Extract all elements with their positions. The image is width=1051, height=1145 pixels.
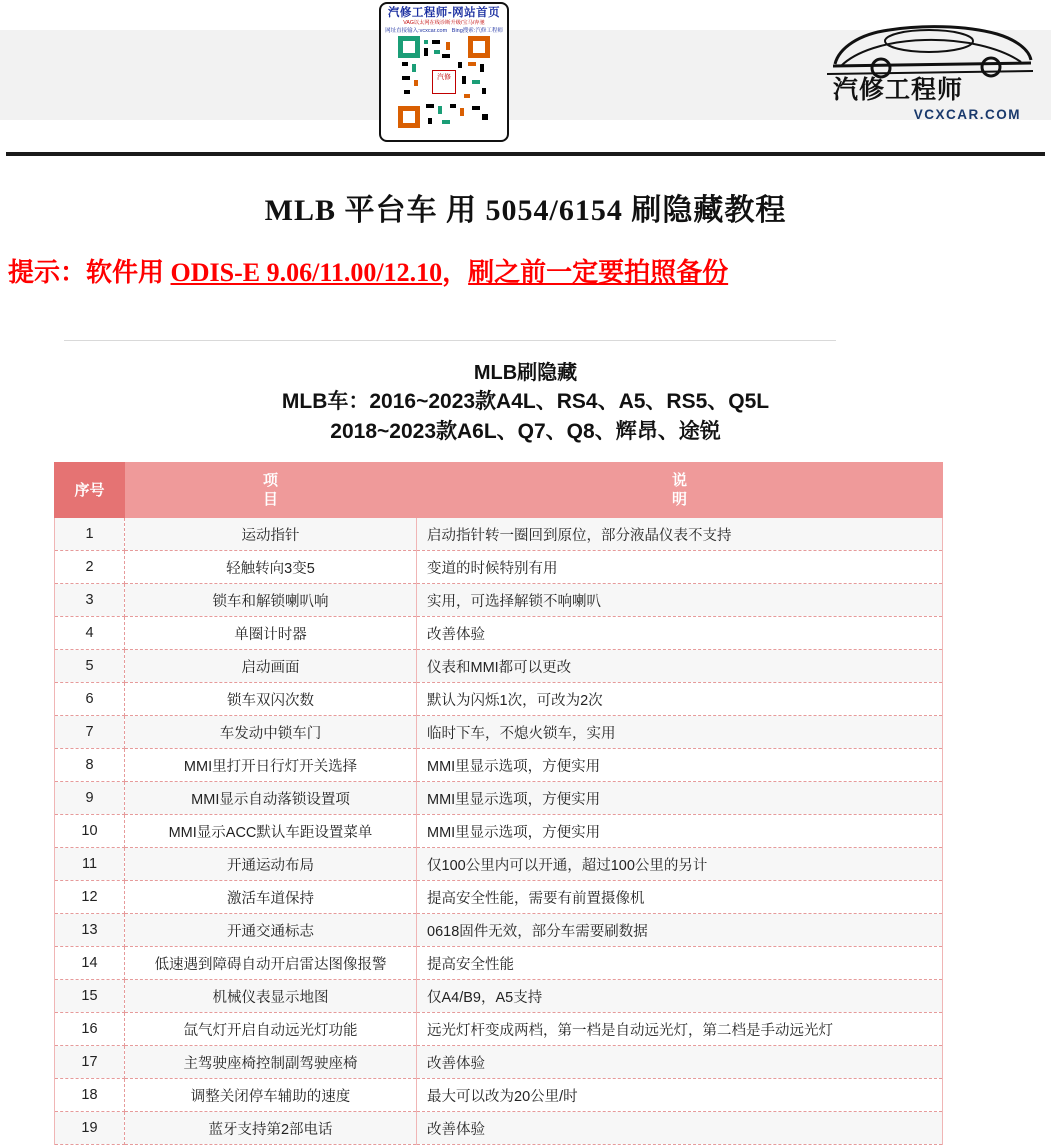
table-row	[55, 881, 943, 914]
cell-seq: 10	[55, 815, 125, 848]
tip-backup-warning: 刷之前一定要拍照备份	[468, 258, 729, 287]
table-row	[55, 716, 943, 749]
column-header-item-line1: 项	[262, 472, 278, 489]
cell-seq: 8	[55, 749, 125, 782]
cell-item: 启动画面	[125, 650, 417, 683]
cell-seq: 12	[55, 881, 125, 914]
cell-seq: 4	[55, 617, 125, 650]
header-divider	[6, 152, 1045, 156]
tip-prefix: 提示：软件用	[8, 258, 171, 287]
qr-finder-top-left	[398, 36, 420, 58]
cell-item: MMI显示自动落锁设置项	[125, 782, 417, 815]
qr-code-card	[379, 2, 509, 142]
column-header-desc-line2: 明	[671, 491, 687, 508]
cell-item: 激活车道保持	[125, 881, 417, 914]
qr-card-subtitle: VAG以太网在线诊断升级/宝马/奔驰	[403, 20, 485, 26]
brand-name: 汽修工程师	[833, 75, 964, 104]
cell-description: 启动指针转一圈回到原位，部分液晶仪表不支持	[417, 518, 943, 551]
cell-description: 仅100公里内可以开通，超过100公里的另计	[417, 848, 943, 881]
table-row	[55, 980, 943, 1013]
table-row	[55, 551, 943, 584]
section-heading-line1: MLB刷隐藏	[473, 362, 578, 384]
table-row	[55, 1112, 943, 1145]
cell-description: 0618固件无效，部分车需要刷数据	[417, 914, 943, 947]
cell-item: 开通运动布局	[125, 848, 417, 881]
cell-description: 远光灯杆变成两档，第一档是自动远光灯，第二档是手动远光灯	[417, 1013, 943, 1046]
tip-software-version: ODIS-E 9.06/11.00/12.10	[170, 258, 443, 287]
cell-seq: 2	[55, 551, 125, 584]
cell-description: 改善体验	[417, 1046, 943, 1079]
cell-item: 低速遇到障碍自动开启雷达图像报警	[125, 947, 417, 980]
table-row	[55, 683, 943, 716]
cell-description: 最大可以改为20公里/时	[417, 1079, 943, 1112]
cell-seq: 15	[55, 980, 125, 1013]
table-header-row	[55, 463, 943, 518]
cell-description: 提高安全性能，需要有前置摄像机	[417, 881, 943, 914]
cell-seq: 9	[55, 782, 125, 815]
cell-description: 仪表和MMI都可以更改	[417, 650, 943, 683]
cell-description: MMI里显示选项，方便实用	[417, 749, 943, 782]
cell-item: 主驾驶座椅控制副驾驶座椅	[125, 1046, 417, 1079]
cell-item: 调整关闭停车辅助的速度	[125, 1079, 417, 1112]
tip-comma: ，	[442, 258, 469, 287]
cell-item: 锁车和解锁喇叭响	[125, 584, 417, 617]
cell-item: 运动指针	[125, 518, 417, 551]
cell-description: MMI里显示选项，方便实用	[417, 815, 943, 848]
section-heading	[0, 360, 1051, 447]
table-row	[55, 947, 943, 980]
cell-seq: 3	[55, 584, 125, 617]
cell-description: 仅A4/B9，A5支持	[417, 980, 943, 1013]
table-row	[55, 914, 943, 947]
cell-item: MMI显示ACC默认车距设置菜单	[125, 815, 417, 848]
table-row	[55, 1079, 943, 1112]
cell-seq: 17	[55, 1046, 125, 1079]
qr-card-search-hint: Bing搜索:汽修工程师	[451, 28, 503, 34]
cell-item: MMI里打开日行灯开关选择	[125, 749, 417, 782]
column-header-item-line2: 目	[262, 491, 278, 508]
cell-seq: 16	[55, 1013, 125, 1046]
cell-description: 改善体验	[417, 1112, 943, 1145]
cell-item: 锁车双闪次数	[125, 683, 417, 716]
cell-description: 改善体验	[417, 617, 943, 650]
cell-item: 蓝牙支持第2部电话	[125, 1112, 417, 1145]
column-header-item	[125, 463, 417, 518]
section-heading-line2: MLB车：2016~2023款A4L、RS4、A5、RS5、Q5L	[281, 390, 770, 413]
cell-item: 机械仪表显示地图	[125, 980, 417, 1013]
cell-seq: 1	[55, 518, 125, 551]
cell-seq: 13	[55, 914, 125, 947]
cell-seq: 18	[55, 1079, 125, 1112]
table-row	[55, 518, 943, 551]
table-row	[55, 749, 943, 782]
cell-seq: 6	[55, 683, 125, 716]
brand-site: VCXCAR.COM	[913, 107, 1021, 122]
cell-seq: 19	[55, 1112, 125, 1145]
qr-card-title: 汽修工程师-网站首页	[387, 7, 501, 19]
table-row	[55, 815, 943, 848]
table-row	[55, 848, 943, 881]
qr-code-image	[398, 36, 490, 128]
table-row	[55, 1013, 943, 1046]
table-row	[55, 584, 943, 617]
column-header-desc-line1: 说	[671, 472, 687, 489]
cell-item: 开通交通标志	[125, 914, 417, 947]
qr-center-logo: 汽修	[432, 70, 456, 94]
cell-description: MMI里显示选项，方便实用	[417, 782, 943, 815]
cell-description: 变道的时候特别有用	[417, 551, 943, 584]
cell-description: 实用，可选择解锁不响喇叭	[417, 584, 943, 617]
table-row	[55, 650, 943, 683]
qr-card-url: 网址直接输入:vcxcar.com	[385, 28, 448, 34]
features-table-wrapper	[54, 462, 942, 1145]
cell-seq: 14	[55, 947, 125, 980]
page-title: MLB 平台车 用 5054/6154 刷隐藏教程	[264, 194, 787, 227]
cell-item: 轻触转向3变5	[125, 551, 417, 584]
cell-description: 临时下车，不熄火锁车，实用	[417, 716, 943, 749]
section-divider	[64, 340, 836, 341]
section-heading-line3: 2018~2023款A6L、Q7、Q8、辉昂、途锐	[330, 420, 721, 443]
table-row	[55, 617, 943, 650]
column-header-desc	[417, 463, 943, 518]
tip-line	[8, 252, 728, 289]
column-header-seq: 序号	[55, 463, 125, 518]
cell-item: 单圈计时器	[125, 617, 417, 650]
page-header	[0, 0, 1051, 148]
features-table	[54, 462, 943, 1145]
brand-logo	[825, 8, 1037, 124]
qr-card-links	[381, 27, 507, 35]
qr-finder-bottom-left	[398, 106, 420, 128]
cell-seq: 11	[55, 848, 125, 881]
cell-item: 车发动中锁车门	[125, 716, 417, 749]
table-row	[55, 1046, 943, 1079]
table-body	[55, 518, 943, 1145]
cell-description: 默认为闪烁1次，可改为2次	[417, 683, 943, 716]
cell-seq: 7	[55, 716, 125, 749]
cell-seq: 5	[55, 650, 125, 683]
table-row	[55, 782, 943, 815]
cell-description: 提高安全性能	[417, 947, 943, 980]
cell-item: 氙气灯开启自动远光灯功能	[125, 1013, 417, 1046]
qr-finder-top-right	[468, 36, 490, 58]
